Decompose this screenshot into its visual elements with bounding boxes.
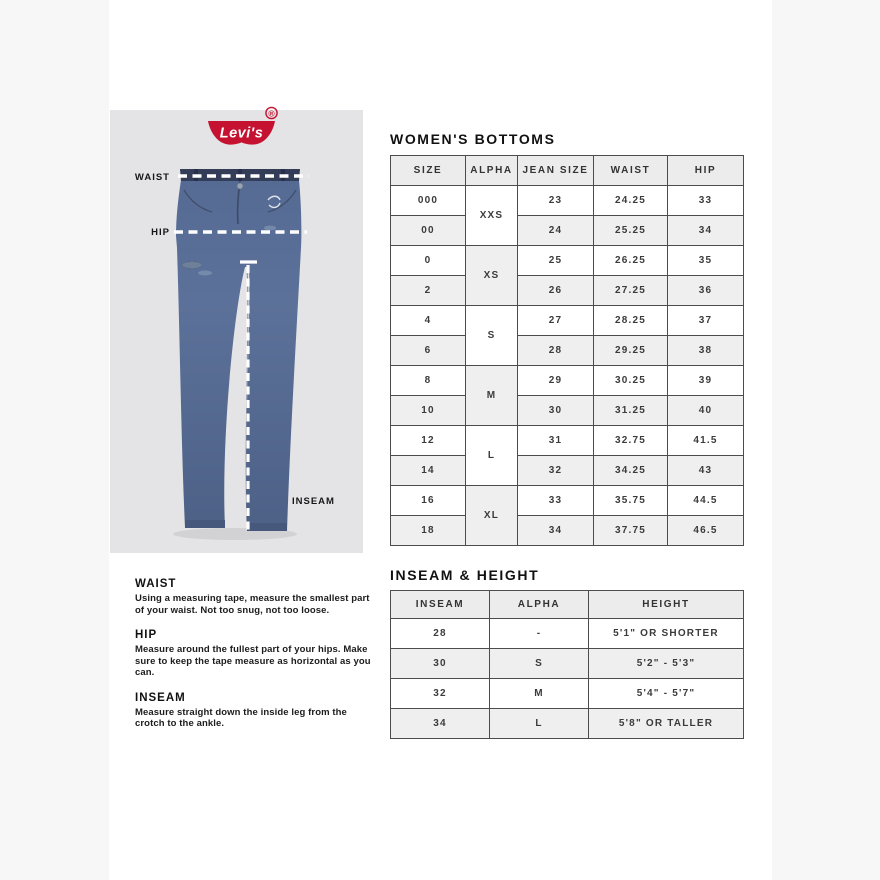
hip-cell: 38 — [668, 336, 744, 366]
alpha-cell: L — [466, 426, 518, 486]
right-hem — [247, 523, 287, 531]
waist-cell: 28.25 — [594, 306, 668, 336]
jean-size-cell: 27 — [518, 306, 594, 336]
header-row — [391, 591, 744, 619]
height-cell: 5'2" - 5'3" — [589, 649, 744, 679]
waist-cell: 29.25 — [594, 336, 668, 366]
distress-mark — [198, 271, 212, 276]
size-cell: 6 — [391, 336, 466, 366]
table-row — [391, 709, 744, 739]
size-cell: 14 — [391, 456, 466, 486]
womens-bottoms-table — [390, 155, 744, 546]
header-row — [391, 156, 744, 186]
hip-cell: 40 — [668, 396, 744, 426]
hip-cell: 46.5 — [668, 516, 744, 546]
guide-body-inseam: Measure straight down the inside leg from the crotch to the ankle. — [135, 706, 347, 729]
waist-cell: 30.25 — [594, 366, 668, 396]
table-row — [391, 396, 744, 426]
height-cell: 5'4" - 5'7" — [589, 679, 744, 709]
hip-cell: 41.5 — [668, 426, 744, 456]
column-header-jean-size: JEAN SIZE — [518, 156, 594, 186]
table-row — [391, 516, 744, 546]
table-row — [391, 456, 744, 486]
alpha-cell: M — [466, 366, 518, 426]
waist-cell: 37.75 — [594, 516, 668, 546]
size-cell: 18 — [391, 516, 466, 546]
jean-size-cell: 26 — [518, 276, 594, 306]
size-cell: 8 — [391, 366, 466, 396]
table-row — [391, 619, 744, 649]
column-header-hip: HIP — [668, 156, 744, 186]
inseam-cell: 32 — [391, 679, 490, 709]
size-cell: 000 — [391, 186, 466, 216]
size-cell: 16 — [391, 486, 466, 516]
guide-body-waist: Using a measuring tape, measure the smallest part of your waist. Not too snug, not too loose. — [135, 593, 370, 616]
waist-cell: 32.75 — [594, 426, 668, 456]
hip-cell: 35 — [668, 246, 744, 276]
hip-cell: 36 — [668, 276, 744, 306]
jean-size-cell: 31 — [518, 426, 594, 456]
column-header-inseam: INSEAM — [391, 591, 490, 619]
alpha-cell: M — [490, 679, 589, 709]
alpha-cell: XXS — [466, 186, 518, 246]
table-row — [391, 366, 744, 396]
table-row — [391, 649, 744, 679]
levis-batwing-icon — [202, 104, 286, 156]
waist-cell: 27.25 — [594, 276, 668, 306]
jean-size-cell: 32 — [518, 456, 594, 486]
size-cell: 2 — [391, 276, 466, 306]
alpha-cell: S — [490, 649, 589, 679]
jean-size-cell: 33 — [518, 486, 594, 516]
hip-cell: 37 — [668, 306, 744, 336]
hip-label: HIP — [151, 227, 170, 238]
alpha-cell: S — [466, 306, 518, 366]
table-row — [391, 679, 744, 709]
column-header-alpha: ALPHA — [490, 591, 589, 619]
guide-heading-inseam: INSEAM — [135, 691, 186, 704]
womens-bottoms-title: WOMEN'S BOTTOMS — [390, 131, 556, 147]
waist-cell: 25.25 — [594, 216, 668, 246]
column-header-height: HEIGHT — [589, 591, 744, 619]
inseam-cell: 34 — [391, 709, 490, 739]
jean-size-cell: 34 — [518, 516, 594, 546]
guide-body-hip: Measure around the fullest part of your hips. Make sure to keep the tape measure as horizontal as you can. — [135, 644, 371, 678]
column-header-alpha: ALPHA — [466, 156, 518, 186]
table-row — [391, 216, 744, 246]
alpha-cell: - — [490, 619, 589, 649]
table-row — [391, 486, 744, 516]
inseam-label: INSEAM — [292, 496, 335, 507]
inseam-cell: 28 — [391, 619, 490, 649]
hip-cell: 44.5 — [668, 486, 744, 516]
hip-cell: 33 — [668, 186, 744, 216]
hip-cell: 43 — [668, 456, 744, 486]
registered-mark: ® — [268, 108, 275, 119]
jean-size-cell: 24 — [518, 216, 594, 246]
jean-size-cell: 28 — [518, 336, 594, 366]
distress-mark — [182, 262, 202, 269]
size-cell: 00 — [391, 216, 466, 246]
column-header-size: SIZE — [391, 156, 466, 186]
table-row — [391, 306, 744, 336]
table-row — [391, 426, 744, 456]
alpha-cell: XS — [466, 246, 518, 306]
waist-cell: 34.25 — [594, 456, 668, 486]
inseam-cell: 30 — [391, 649, 490, 679]
jeans-button — [237, 183, 243, 189]
left-hem — [185, 520, 225, 528]
waist-cell: 26.25 — [594, 246, 668, 276]
table-row — [391, 336, 744, 366]
inseam-height-table — [390, 590, 744, 739]
table-row — [391, 186, 744, 216]
distress-mark — [264, 226, 276, 231]
table-row — [391, 246, 744, 276]
size-cell: 4 — [391, 306, 466, 336]
waist-cell: 31.25 — [594, 396, 668, 426]
size-cell: 10 — [391, 396, 466, 426]
size-cell: 12 — [391, 426, 466, 456]
jean-size-cell: 30 — [518, 396, 594, 426]
waist-cell: 35.75 — [594, 486, 668, 516]
alpha-cell: L — [490, 709, 589, 739]
guide-heading-hip: HIP — [135, 629, 158, 641]
table-row — [391, 276, 744, 306]
hip-cell: 34 — [668, 216, 744, 246]
jean-size-cell: 29 — [518, 366, 594, 396]
inseam-height-title: INSEAM & HEIGHT — [390, 567, 540, 583]
hip-cell: 39 — [668, 366, 744, 396]
waist-cell: 24.25 — [594, 186, 668, 216]
waist-label: WAIST — [134, 172, 170, 183]
guide-heading-waist: WAIST — [135, 578, 177, 590]
jeans-measurement-diagram — [110, 110, 363, 553]
alpha-cell: XL — [466, 486, 518, 546]
measurement-guide — [135, 578, 373, 743]
jean-size-cell: 25 — [518, 246, 594, 276]
column-header-waist: WAIST — [594, 156, 668, 186]
brand-wordmark: Levi's — [219, 125, 264, 142]
size-cell: 0 — [391, 246, 466, 276]
height-cell: 5'1" OR SHORTER — [589, 619, 744, 649]
levis-logo — [202, 104, 286, 156]
jean-size-cell: 23 — [518, 186, 594, 216]
height-cell: 5'8" OR TALLER — [589, 709, 744, 739]
